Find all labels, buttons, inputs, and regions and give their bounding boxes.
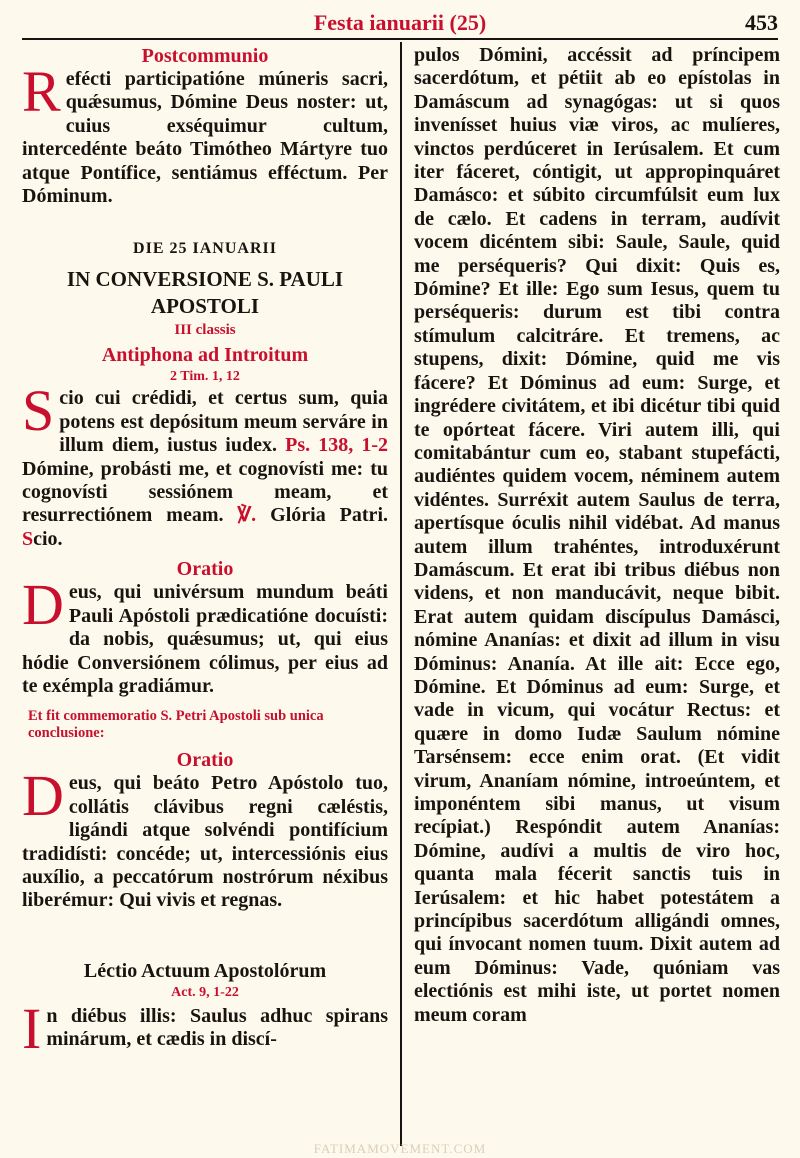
feast-title-line2: APOSTOLI: [150, 294, 260, 319]
repeat-rest: cio.: [33, 527, 63, 550]
introit-citation: 2 Tim. 1, 12: [170, 369, 240, 385]
repeat-initial: S: [22, 527, 34, 550]
left-column: [22, 44, 388, 1061]
lectio-text: [22, 995, 388, 1061]
page-header: [22, 4, 778, 40]
feast-date: DIE 25 IANUARII: [133, 240, 277, 258]
introit-heading: Antiphona ad Introitum: [101, 344, 309, 367]
introit-body-a: cio cui crédidi, et certus sum, quia potens est depósitum meum serváre in illum diem, iustus iudex.: [59, 387, 388, 457]
gloria-patri: Glória Patri.: [270, 504, 388, 527]
psalm-reference: Ps. 138, 1-2: [285, 434, 388, 457]
feast-rank: III classis: [174, 322, 236, 339]
column-divider: [400, 42, 402, 1146]
oratio-heading-1: Oratio: [176, 558, 234, 581]
versicle-symbol: ℣.: [237, 504, 257, 527]
dropcap-d-2: D: [22, 763, 64, 829]
oratio-body-2: eus, qui beáto Petro Apóstolo tuo, collátis clávibus regni cæléstis, ligándi atque solvéndi pontifícium tradidísti: concéde; ut, intercessiónis eius auxílio, a peccatórum nostrórum néxibus liberémur: Qui vivis et regnas.: [22, 772, 388, 912]
running-title: Festa ianuarii (25): [313, 10, 487, 35]
postcommunio-text: [22, 59, 388, 208]
page-number: 453: [745, 10, 778, 35]
lectio-title: Léctio Actuum Apostolórum: [83, 959, 327, 982]
oratio-body-1: eus, qui univérsum mundum beáti Pauli Apóstoli prædicatióne docuísti: da nobis, quǽsumus; ut, qui eius hódie Conversiónem cólimus, per eius ad te exémpla gradiámur.: [22, 581, 388, 697]
oratio-text-2: [22, 763, 388, 912]
dropcap-s: S: [22, 378, 55, 444]
lectio-citation: Act. 9, 1-22: [171, 984, 239, 1000]
postcommunio-heading: Postcommunio: [141, 45, 269, 67]
right-column: [414, 44, 780, 1027]
lectio-body-start: n diébus illis: Saulus adhuc spirans minárum, et cædis in discí-: [46, 1004, 388, 1051]
dropcap-i: I: [22, 995, 42, 1061]
dropcap-d-1: D: [22, 572, 64, 638]
commemoration-rubric: Et fit commemoratio S. Petri Apostoli sub unica conclusione:: [28, 708, 324, 742]
lectio-continuation: pulos Dómini, accéssit ad príncipem sacerdótum, et pétiit ab eo epístolas in Damáscum ad synagógas: ut si quos invenísset huius viæ viros, ac mulíeres, vinctos perdúceret in Ierúsalem. Et cum iter fáceret, cóntigit, ut appropinquáret Damásco: et súbito circumfúlsit eum lux de cælo. Et cadens in terram, audívit vocem dicéntem sibi: Saule, Saule, quid me perséqueris? Qui dixit: Quis es, Dómine? Et ille: Ego sum Iesus, quem tu perséqueris: durum est tibi contra stímulum calcitráre. Et tremens, ac stupens, dixit: Dómine, quid me vis fácere? Et Dóminus ad eum: Surge, et ingrédere civitátem, et ibi dicétur tibi quid te opórteat fácere. Viri autem illi, qui comitabántur cum eo, stabant stupefácti, audiéntes quidem vocem, néminem autem vidéntes. Surréxit autem Saulus de terra, apertísque óculis nihil vidébat. Ad manus autem illum trahéntes, introduxérunt Damáscum. Et erat ibi tribus diébus non videns, et non manducávit, neque bibit. Erat autem quidam discípulus Damásci, nómine Ananías: et dixit ad illum in visu Dóminus: Ananía. At ille ait: Ecce ego, Dómine. Et Dóminus ad eum: Surge, et vade in vicum, qui vocátur Rectus: et quære in domo Iudæ Saulum nómine Tarsénsem: ecce enim orat. (Et vidit virum, Ananíam nómine, introeúntem, et imponéntem sibi manus, ut visum recípiat.) Respóndit autem Ananías: Dómine, audívi a multis de viro hoc, quanta mala fécerit sanctis tuis in Ierúsalem: et hic habet potestátem a princípibus sacerdótum alligándi omnes, qui ínvocant nomen tuum. Dixit autem ad eum Dóminus: Vade, quóniam vas electiónis est mihi iste, ut portet nomen meum coram: [414, 44, 780, 1026]
introit-body-b: Dómine, probásti me, et cognovísti me: tu cognovísti sessiónem meam, et resurrectiónem meam.: [22, 457, 388, 527]
oratio-text-1: [22, 572, 388, 698]
dropcap-r: R: [22, 59, 61, 124]
oratio-heading-2: Oratio: [176, 749, 234, 772]
feast-title-line1: IN CONVERSIONE S. PAULI: [66, 267, 344, 292]
postcommunio-body: efécti participatióne múneris sacri, quǽsumus, Dómine Deus noster: ut, cuius exséquimur cultum, intercedénte beáto Timótheo Mártyre tuo atque Pontífice, sentiámus efféctum. Per Dóminum.: [22, 68, 388, 208]
watermark: FATIMAMOVEMENT.COM: [313, 1141, 487, 1156]
introit-text: [22, 378, 388, 551]
